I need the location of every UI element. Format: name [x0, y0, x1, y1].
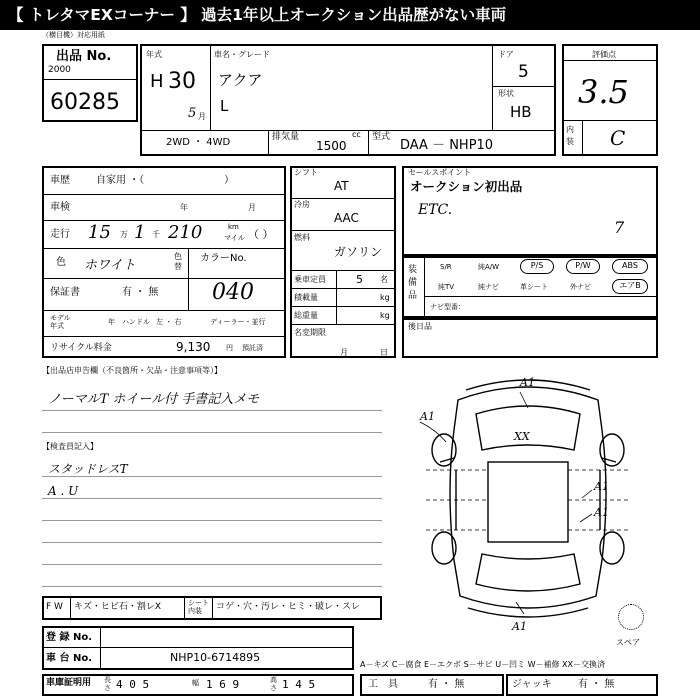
- car-grade: L: [220, 97, 229, 115]
- ac-label: 冷房: [294, 200, 310, 209]
- name-change-month: 月: [340, 348, 348, 357]
- inspection-label: 車検: [50, 202, 70, 213]
- shape-label: 形状: [498, 89, 514, 98]
- name-change-label: 名変期限: [294, 328, 326, 337]
- jack-label: ジャッキ: [512, 679, 552, 690]
- color-change-label: 色替: [174, 252, 182, 271]
- sales-point-headline: オークション初出品: [410, 179, 523, 194]
- doors-label: ドア: [498, 50, 514, 59]
- tool-value: 有 ・ 無: [428, 679, 465, 690]
- spare-tire-icon: [618, 604, 644, 630]
- inspector-line1: スタッドレスT: [48, 462, 128, 476]
- width-value: 1 6 9: [206, 678, 240, 691]
- color-no-label: カラーNo.: [200, 253, 247, 264]
- displacement-unit: cc: [352, 130, 361, 139]
- after-items-box: [402, 318, 658, 358]
- weight-label: 総重量: [294, 311, 318, 320]
- equip-ps: P/S: [520, 259, 554, 274]
- recycle-unit: 円: [226, 344, 233, 352]
- year-era: H: [150, 71, 164, 92]
- model-year-label: モデル年式: [50, 314, 71, 330]
- equip-nav: 純ナビ: [478, 283, 499, 291]
- displacement-label: 排気量: [272, 132, 300, 142]
- warranty-value: 有 ・ 無: [122, 287, 159, 298]
- fuel-label: 燃料: [294, 233, 310, 242]
- equip-sr: S/R: [440, 263, 452, 271]
- mileage-man-unit: 万: [120, 230, 128, 239]
- mileage-mile: マイル: [224, 234, 245, 242]
- page-title: 【 トレタマEXコーナー 】 過去1年以上オークション出品歴がない車両: [8, 6, 507, 24]
- recycle-note: 預託済: [242, 344, 263, 352]
- dealer-label: ディーラー・並行: [210, 318, 266, 326]
- equip-airbag: エアB: [612, 279, 648, 294]
- mileage-man: 15: [88, 222, 111, 243]
- car-diagram: [396, 370, 660, 632]
- reg-no-label: 登 録 No.: [46, 632, 93, 643]
- spare-label: スペア: [616, 638, 640, 647]
- height-value: 1 4 5: [282, 678, 316, 691]
- mileage-sen-unit: 千: [152, 230, 160, 239]
- equip-tv: 純TV: [438, 283, 455, 291]
- remarks-text: ノーマルT ホイール付 手書記入メモ: [48, 392, 260, 407]
- drive-type: 2WD ・ 4WD: [166, 137, 231, 148]
- color-value: ホワイト: [84, 258, 136, 273]
- doors-value: 5: [518, 62, 529, 82]
- car-name: アクア: [218, 71, 263, 89]
- year-label: 年式: [146, 50, 162, 59]
- fuel-value: ガソリン: [334, 245, 383, 259]
- score-value: 3.5: [578, 73, 629, 111]
- damage-legend: A－キズ C－腐食 E－エクボ S－サビ U－凹ミ W－補修 XX－交換済: [360, 660, 606, 669]
- model-value: DAA － NHP10: [400, 138, 494, 153]
- listing-year-code: 2000: [48, 65, 71, 75]
- mileage-label: 走行: [50, 229, 70, 240]
- damage-mark-right-rear: A1: [594, 506, 609, 519]
- width-label: 幅: [192, 679, 199, 687]
- chassis-label: 車 台 No.: [46, 653, 93, 664]
- name-change-day: 日: [380, 348, 388, 357]
- tool-label: 工 具: [368, 679, 398, 690]
- interior-value: C: [610, 126, 626, 150]
- score-label: 評価点: [592, 50, 616, 59]
- shift-value: AT: [334, 179, 349, 193]
- history-value: 自家用 ・（ ）: [96, 175, 235, 186]
- shape-value: HB: [510, 103, 532, 121]
- equip-leather: 革シート: [520, 283, 548, 291]
- name-grade-label: 車名・グレード: [214, 50, 270, 59]
- capacity-value: 5: [356, 273, 363, 286]
- damage-fw-items: キズ・ヒビ石・割レX: [74, 602, 161, 612]
- ac-value: AAC: [334, 211, 359, 225]
- after-items-label: 後日品: [408, 322, 432, 331]
- damage-mark-left-front: A1: [420, 410, 435, 423]
- inspector-label: 【検査員記入】: [42, 442, 98, 451]
- sales-point-mark: 7: [614, 218, 625, 237]
- listing-number: 60285: [50, 90, 120, 115]
- capacity-label: 乗車定員: [294, 275, 326, 284]
- damage-sheet-items: コゲ・穴・汚レ・ヒミ・破レ・スレ: [216, 602, 361, 612]
- month-unit: 月: [198, 112, 206, 121]
- history-label: 車歴: [50, 175, 70, 186]
- warranty-label: 保証書: [50, 287, 80, 298]
- garage-cert-label: 車庫証明用: [46, 678, 92, 688]
- length-value: 4 0 5: [116, 678, 150, 691]
- damage-mark-front: A1: [520, 376, 535, 389]
- equip-alloy: 純A/W: [478, 263, 500, 271]
- damage-sheet-label: シート内装: [188, 599, 209, 615]
- equip-nav-model: ナビ型番：: [430, 303, 465, 311]
- shift-label: シフト: [294, 168, 318, 177]
- sales-point-label: セールスポイント: [408, 168, 472, 177]
- header-subtitle: （横目機）対応用紙: [42, 31, 105, 39]
- length-label: 長さ: [104, 676, 111, 692]
- displacement-value: 1500: [316, 139, 347, 153]
- month-value: 5: [188, 106, 197, 121]
- remarks-label: 【出品店申告欄（不良箇所・欠品・注意事項等）】: [42, 366, 222, 375]
- handle-label: ハンドル: [122, 318, 150, 326]
- load-label: 積載量: [294, 293, 318, 302]
- recycle-value: 9,130: [176, 340, 211, 354]
- interior-label: 内装: [566, 125, 574, 146]
- color-no-value: 040: [212, 280, 254, 305]
- listing-no-label: 出品 No.: [56, 49, 112, 64]
- weight-unit: kg: [380, 311, 390, 320]
- equip-pw: P/W: [566, 259, 600, 274]
- damage-fw-label: F W: [46, 602, 63, 612]
- model-label: 型式: [372, 132, 391, 142]
- damage-mark-rear: A1: [512, 620, 527, 633]
- equip-abs: ABS: [612, 259, 648, 274]
- mileage-note: （ ）: [248, 228, 274, 241]
- sales-point-note: ETC.: [418, 202, 453, 218]
- damage-mark-right-door: A1: [594, 480, 609, 493]
- damage-mark-windshield: XX: [514, 430, 530, 443]
- mileage-sen-lead: 1: [134, 222, 146, 243]
- capacity-unit: 名: [380, 275, 388, 284]
- year-value: 30: [168, 69, 196, 94]
- jack-value: 有 ・ 無: [578, 679, 615, 690]
- chassis-value: NHP10-6714895: [170, 651, 261, 664]
- inspection-month-unit: 月: [248, 203, 256, 212]
- equipment-label: 装備品: [408, 265, 418, 301]
- height-label: 高さ: [270, 676, 277, 692]
- recycle-label: リサイクル料金: [50, 343, 112, 353]
- color-label: 色: [56, 257, 66, 268]
- inspector-line2: A . U: [48, 484, 79, 498]
- model-year-unit: 年: [108, 318, 115, 326]
- load-unit: kg: [380, 293, 390, 302]
- handle-value: 左 ・ 右: [156, 318, 182, 326]
- equip-after-nav: 外ナビ: [570, 283, 591, 291]
- mileage-rest: 210: [168, 222, 203, 243]
- mileage-km: km: [228, 223, 239, 231]
- inspection-year-unit: 年: [180, 203, 188, 212]
